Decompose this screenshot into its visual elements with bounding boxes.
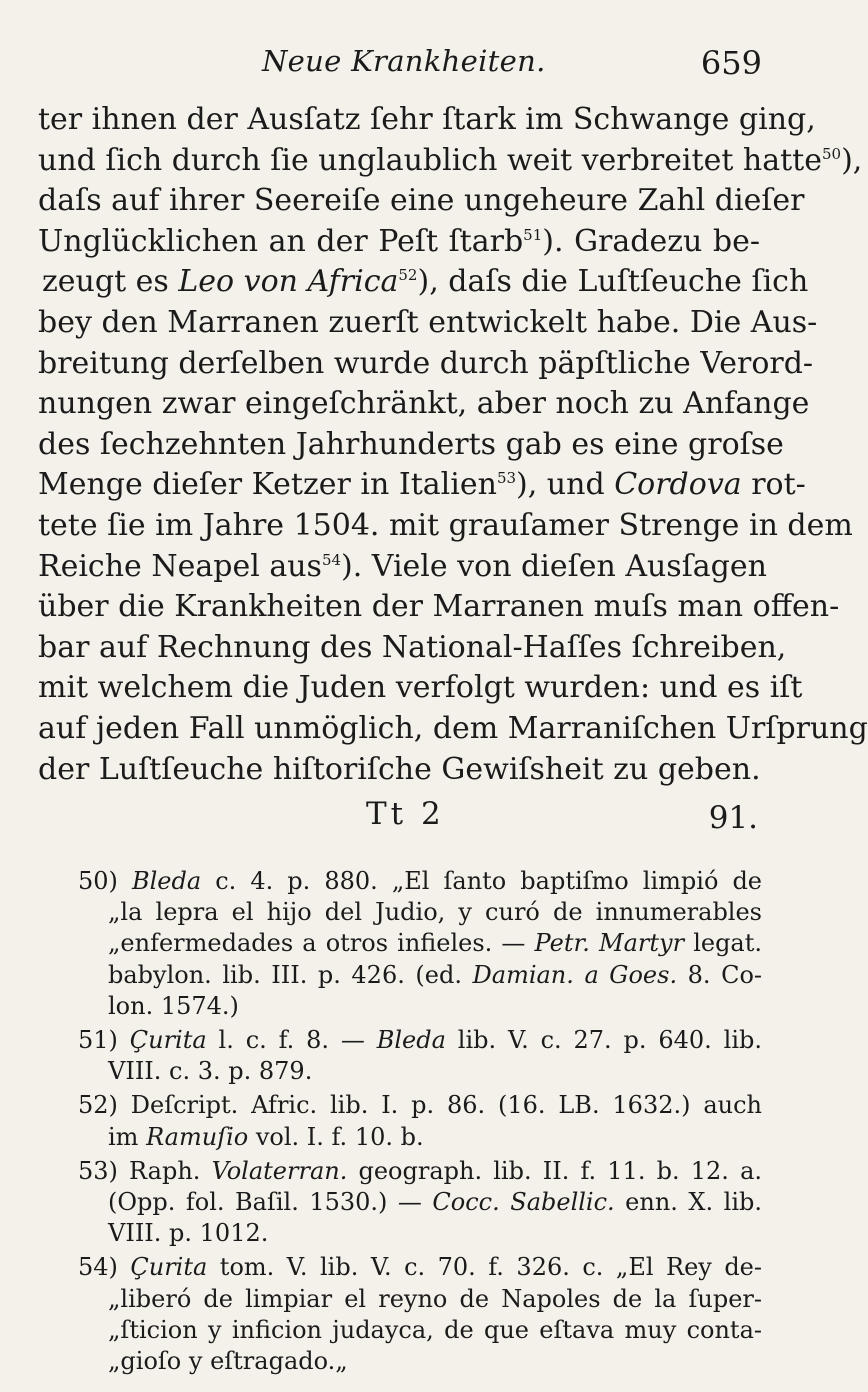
running-title: Neue Krankheiten. [262, 44, 546, 78]
author-name: Leo von Africa [178, 264, 399, 300]
body-line: nungen zwar eingeſchränkt, aber noch zu Anfange [38, 386, 810, 422]
footnote-line: „liberó de limpiar el reyno de Napoles de la ſuper- [108, 1284, 762, 1313]
footnote-line: „ſticion y inficion judayca, de que eſtava muy conta- [108, 1315, 762, 1344]
body-line: breitung derſelben wurde durch päpſtliche Verord- [38, 345, 814, 381]
body-text [38, 100, 868, 790]
footnote-ref: 53 [496, 469, 517, 488]
body-line: Unglücklichen an der Peſt ſtarb$^{51}$). Gradezu be- [38, 223, 760, 259]
body-line: Reiche Neapel aus$^{54}$). Viele von dieſen Ausſagen [38, 548, 767, 584]
signature-mark: Tt 2 [366, 796, 445, 832]
body-line: bar auf Rechnung des National-Haſſes ſchreiben, [38, 629, 787, 665]
running-head [0, 38, 800, 88]
body-line: über die Krankheiten der Marranen muſs man offen- [38, 589, 840, 625]
body-line: und ſich durch ſie unglaublich weit verbreitet hatte$^{50}$), [38, 142, 863, 178]
body-line: bey den Marranen zuerſt entwickelt habe. Die Aus- [38, 304, 818, 340]
footnote-line: „la lepra el hijo del Judio, y curó de innumerables [108, 898, 762, 927]
footnote-ref: 52 [398, 266, 418, 285]
footnote-line: VIII. p. 1012. [108, 1219, 269, 1248]
body-line: daſs auf ihrer Seereiſe eine ungeheure Zahl dieſer [38, 183, 805, 219]
footnotes [78, 866, 762, 1380]
footnote-ref: 50 [821, 144, 842, 163]
footnote-line: (Opp. fol. Baſil. 1530.) — Cocc. Sabellic. enn. X. lib. [108, 1188, 762, 1217]
body-line: Menge dieſer Ketzer in Italien$^{53}$), und Cordova rot- [38, 467, 806, 503]
footnote-line: 52) Deſcript. Afric. lib. I. p. 86. (16. LB. 1632.) auch [78, 1091, 762, 1120]
footnote [78, 866, 762, 1022]
footnote-line: 51) Çurita l. c. f. 8. — Bleda lib. V. c. 27. p. 640. lib. [78, 1026, 763, 1055]
footnote [78, 1156, 762, 1250]
footnote-line: babylon. lib. III. p. 426. (ed. Damian. a Goes. 8. Co- [108, 960, 762, 989]
signature-count: 91. [708, 800, 758, 836]
body-line: der Luſtſeuche hiſtoriſche Gewiſsheit zu geben. [38, 751, 761, 787]
footnote-line: 54) Çurita tom. V. lib. V. c. 70. f. 326. c. „El Rey de- [78, 1253, 762, 1282]
footnote-line: lon. 1574.) [108, 991, 239, 1020]
footnote-line: im Ramuſio vol. I. f. 10. b. [108, 1122, 424, 1151]
footnote-line: „gioſo y eſtragado.„ [108, 1347, 348, 1376]
body-line: zeugt es Leo von Africa$^{52}$), daſs die Luſtſeuche ſich [42, 264, 809, 300]
footnote-ref: 54 [321, 550, 342, 569]
page-number: 659 [700, 44, 762, 82]
body-line: ter ihnen der Ausſatz ſehr ſtark im Schwange ging, [38, 102, 816, 137]
signature-line [0, 796, 800, 846]
footnote [78, 1252, 762, 1377]
footnote-line: „enfermedades a otros infieles. — Petr. Martyr legat. [108, 929, 763, 958]
body-line: auf jeden Fall unmöglich, dem Marraniſchen Urſprung [38, 710, 868, 746]
footnote-line: 53) Raph. Volaterran. geograph. lib. II. f. 11. b. 12. a. [78, 1156, 763, 1185]
person-name: Cordova [614, 467, 742, 503]
body-line: des ſechzehnten Jahrhunderts gab es eine groſse [38, 426, 784, 462]
footnote-ref: 51 [523, 225, 543, 244]
footnote [78, 1090, 762, 1152]
footnote [78, 1025, 762, 1087]
footnote-line: VIII. c. 3. p. 879. [108, 1057, 313, 1086]
footnote-line: 50) Bleda c. 4. p. 880. „El ſanto baptiſmo limpió de [78, 867, 763, 895]
body-line: mit welchem die Juden verfolgt wurden: und es iſt [38, 670, 803, 706]
body-line: tete ſie im Jahre 1504. mit grauſamer Strenge in dem [38, 507, 853, 543]
